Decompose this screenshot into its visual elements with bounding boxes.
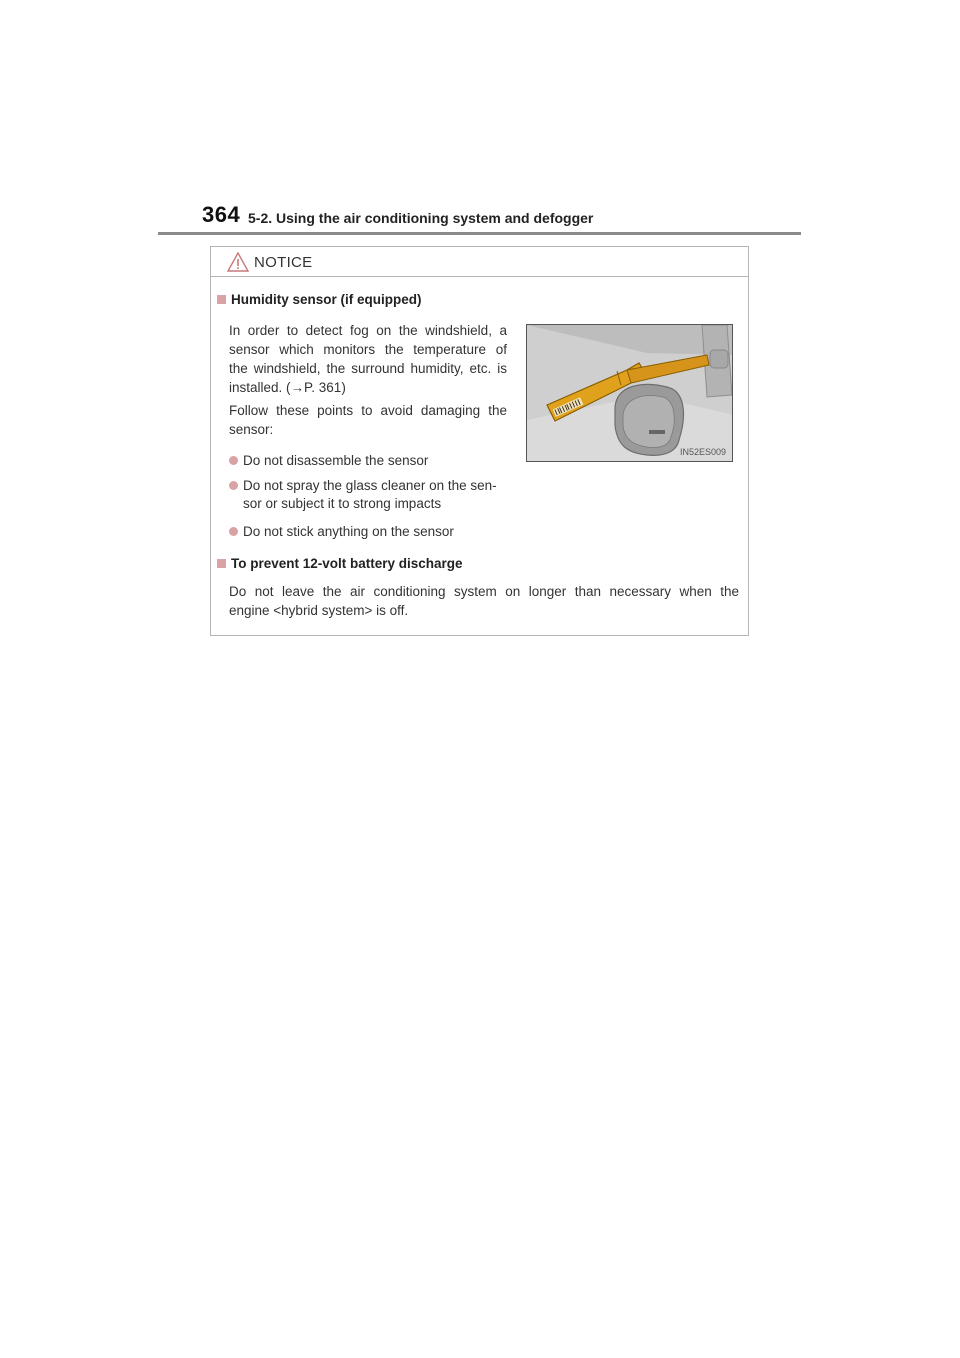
bullet-dot-icon [229,481,238,490]
warning-triangle-icon [227,252,249,272]
subheading-battery-discharge: To prevent 12-volt battery discharge [217,556,463,571]
sensor-drawing [527,325,733,462]
bullet-dot-icon [229,456,238,465]
paragraph-battery: Do not leave the air conditioning system on longer than necessary when the engine <hybrid system> is off. [229,584,739,618]
notice-header [211,247,748,277]
notice-box [210,246,749,636]
section-title: 5-2. Using the air conditioning system and defogger [248,210,594,226]
notice-label: NOTICE [254,254,313,271]
bullet-item: Do not spray the glass cleaner on the sen- sor or subject it to strong impacts [229,477,497,513]
bullet-item: Do not disassemble the sensor [229,452,428,470]
square-bullet-icon [217,559,226,568]
paragraph-follow-points: Follow these points to avoid damaging the sensor: [229,403,507,437]
header-rule [158,232,801,235]
subheading-humidity-sensor: Humidity sensor (if equipped) [217,292,422,307]
figure-code: IN52ES009 [679,447,726,457]
page-number: 364 [202,202,241,227]
paragraph-humidity-intro: In order to detect fog on the windshield, a sensor which monitors the temperature of the windshield, the surround humidity, etc. is installed. (→P. 361) [229,323,507,395]
bullet-item: Do not stick anything on the sensor [229,523,454,541]
square-bullet-icon [217,295,226,304]
humidity-sensor-illustration [526,324,733,462]
bullet-dot-icon [229,527,238,536]
